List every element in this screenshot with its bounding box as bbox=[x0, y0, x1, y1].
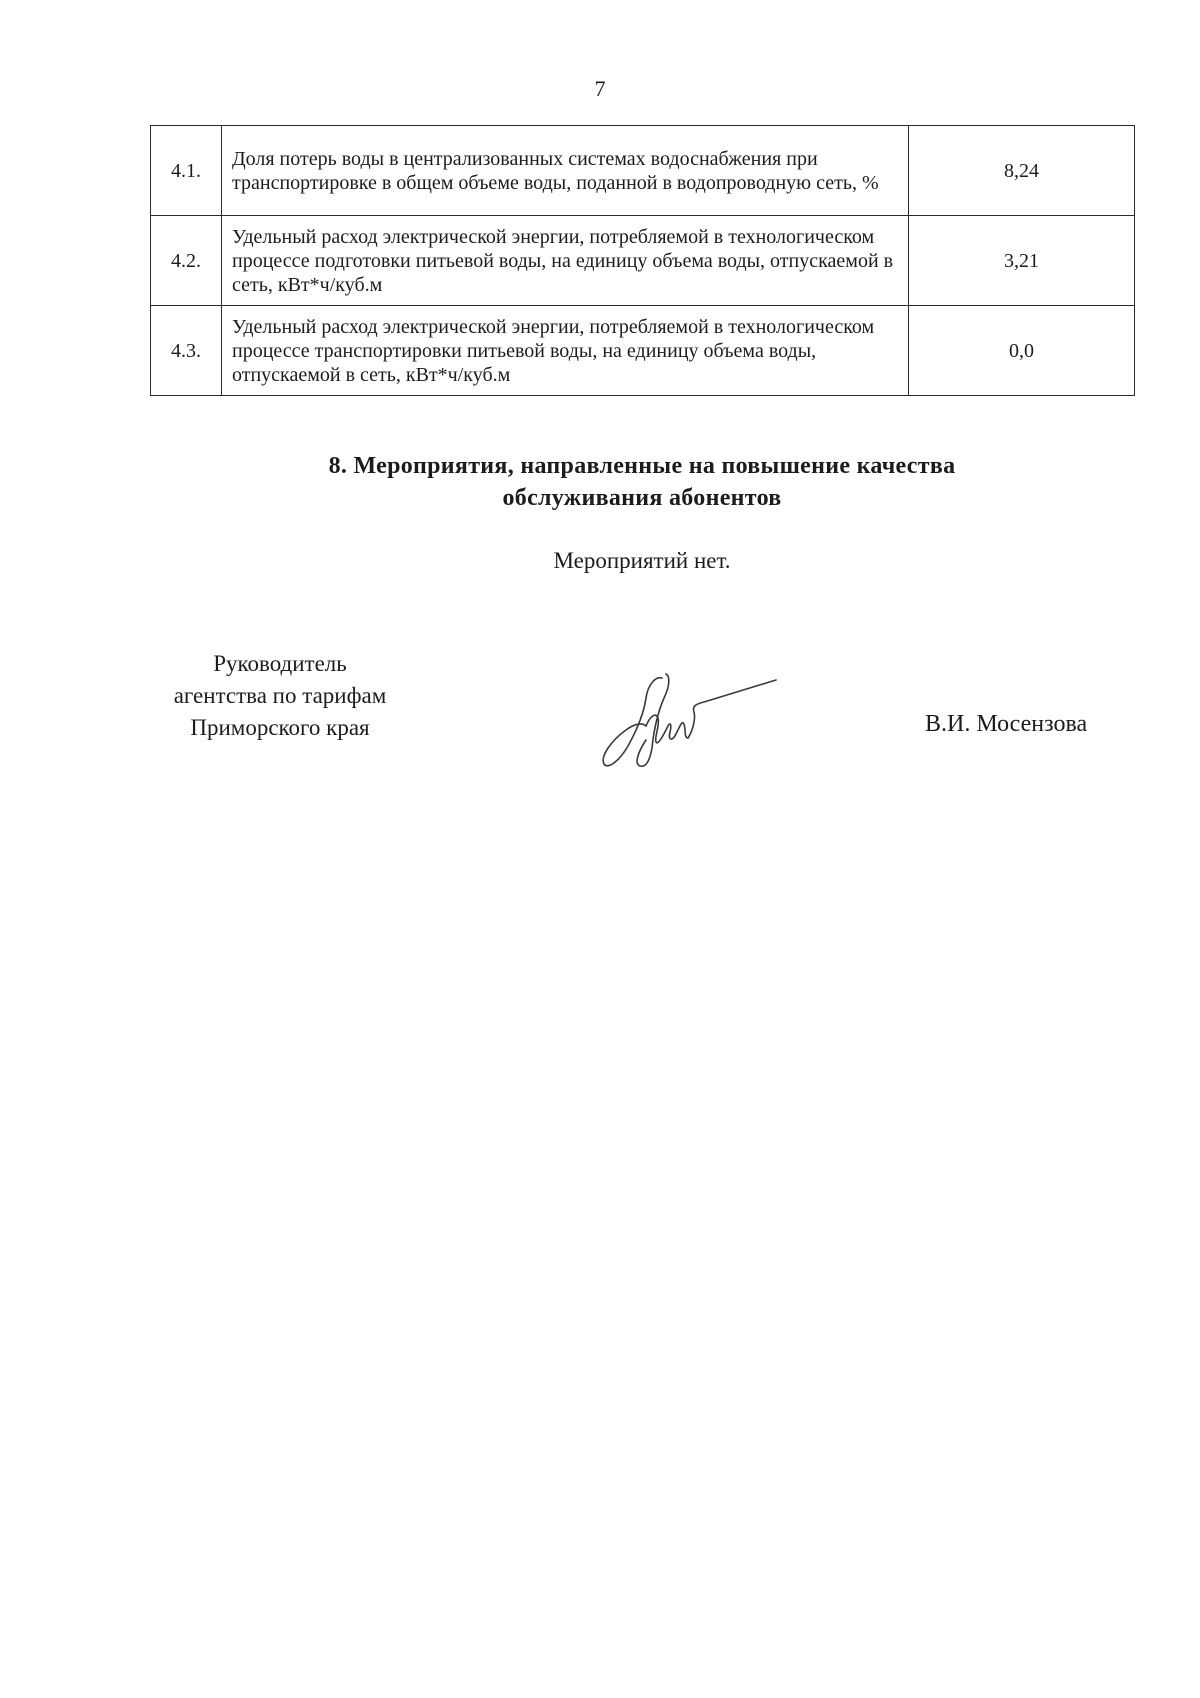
signer-name: В.И. Мосензова bbox=[925, 711, 1088, 737]
row-value: 3,21 bbox=[909, 216, 1135, 306]
table-row bbox=[151, 216, 1135, 306]
row-description: Удельный расход электрической энергии, потребляемой в технологическом процессе подготовки питьевой воды, на единицу объема воды, отпускаемой в сеть, кВт*ч/куб.м bbox=[222, 216, 909, 306]
section-text: Мероприятий нет. bbox=[553, 548, 731, 573]
row-description: Удельный расход электрической энергии, потребляемой в технологическом процессе транспортировки питьевой воды, на единицу объема воды, отпускаемой в сеть, кВт*ч/куб.м bbox=[222, 306, 909, 396]
signer-position-line: Приморского края bbox=[190, 715, 370, 740]
row-number: 4.3. bbox=[151, 306, 222, 396]
signer-position-line: агентства по тарифам bbox=[173, 683, 387, 708]
section-heading-line: обслуживания абонентов bbox=[502, 485, 782, 511]
page-number: 7 bbox=[594, 76, 606, 101]
row-description: Доля потерь воды в централизованных системах водоснабжения при транспортировке в общем объеме воды, поданной в водопроводную сеть, % bbox=[222, 126, 909, 216]
row-number: 4.1. bbox=[151, 126, 222, 216]
section-heading-line: 8. Мероприятия, направленные на повышение качества bbox=[328, 453, 956, 479]
table-row bbox=[151, 126, 1135, 216]
table-row bbox=[151, 306, 1135, 396]
signer-position-line: Руководитель bbox=[213, 651, 347, 676]
signer-position bbox=[130, 648, 430, 744]
row-value: 8,24 bbox=[909, 126, 1135, 216]
row-value: 0,0 bbox=[909, 306, 1135, 396]
handwritten-signature bbox=[600, 668, 780, 778]
indicators-table bbox=[150, 125, 1135, 396]
section-heading bbox=[150, 450, 1134, 514]
row-number: 4.2. bbox=[151, 216, 222, 306]
